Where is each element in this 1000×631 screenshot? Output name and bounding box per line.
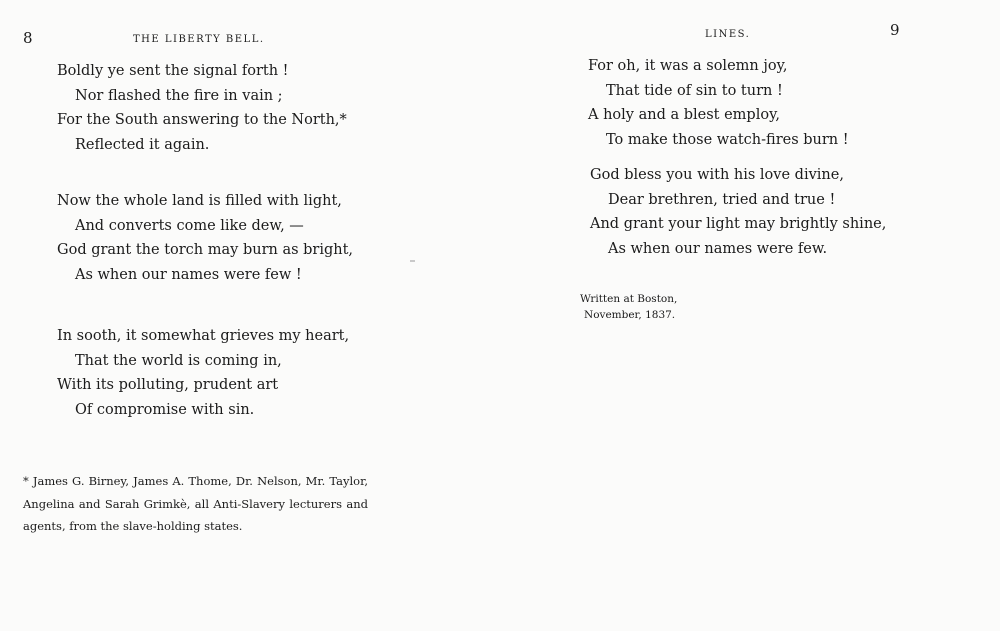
verse-line: And converts come like dew, —: [75, 217, 304, 234]
verse-line: Boldly ye sent the signal forth !: [57, 63, 289, 79]
stanza-2: [57, 189, 353, 288]
verse-line: God grant the torch may burn as bright,: [57, 242, 354, 259]
stanza-4: [588, 54, 849, 153]
running-head: THE LIBERTY BELL.: [133, 34, 265, 45]
left-page: [0, 0, 420, 631]
stanza-3: [57, 324, 349, 423]
verse-line: To make those watch-fires burn !: [606, 132, 849, 149]
verse-line: For the South answering to the North,*: [57, 112, 347, 129]
running-head: LINES.: [705, 29, 751, 40]
verse-line: And grant your light may brightly shine,: [590, 216, 887, 233]
verse-line: That tide of sin to turn !: [606, 82, 783, 99]
verse-line: Now the whole land is filled with light,: [57, 193, 342, 209]
signoff-date: November, 1837.: [584, 309, 676, 321]
verse-line: God bless you with his love divine,: [590, 167, 844, 183]
verse-line: In sooth, it somewhat grieves my heart,: [57, 328, 350, 344]
right-page: [500, 0, 1000, 631]
print-mark: [410, 260, 415, 262]
verse-line: That the world is coming in,: [75, 352, 282, 369]
verse-line: Dear brethren, tried and true !: [608, 191, 836, 208]
stanza-5: [590, 163, 886, 262]
signoff-place: Written at Boston,: [580, 293, 678, 305]
footnote: * James G. Birney, James A. Thome, Dr. Nelson, Mr. Taylor, Angelina and Sarah Grimkè, all Anti-Slavery lecturers and agents, from the slave-holding states.: [23, 474, 368, 533]
verse-line: With its polluting, prudent art: [57, 377, 279, 394]
signoff: [580, 291, 677, 323]
verse-line: Reflected it again.: [75, 137, 210, 154]
verse-line: Of compromise with sin.: [75, 402, 255, 419]
verse-line: Nor flashed the fire in vain ;: [75, 87, 283, 104]
verse-line: As when our names were few.: [608, 241, 828, 258]
verse-line: For oh, it was a solemn joy,: [588, 58, 788, 74]
verse-line: As when our names were few !: [75, 267, 302, 284]
page-number: 8: [23, 29, 33, 47]
stanza-1: [57, 59, 347, 158]
verse-line: A holy and a blest employ,: [588, 107, 780, 124]
page-number: 9: [890, 21, 900, 39]
